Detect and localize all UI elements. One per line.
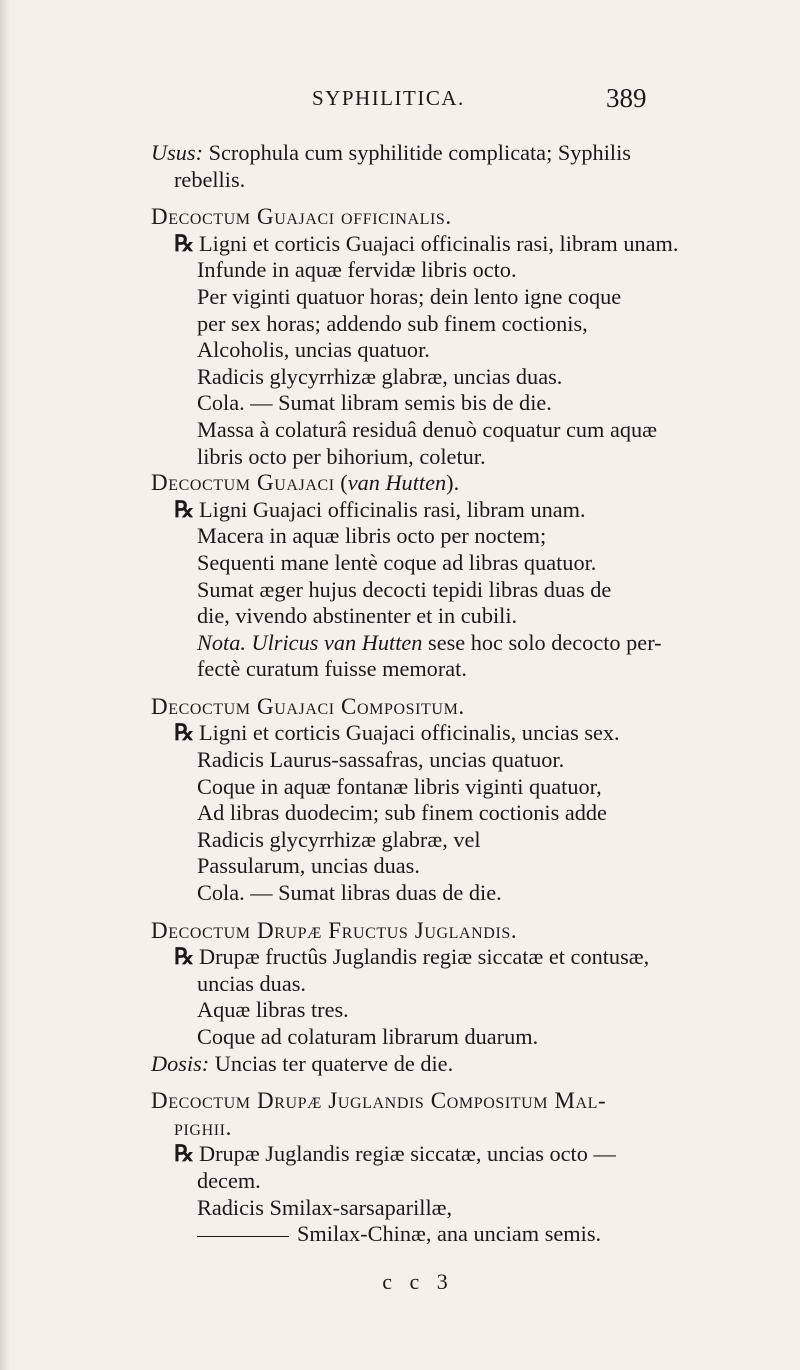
text-line (151, 1051, 771, 1078)
text-run: libris octo per bihorium, coletur. (197, 443, 486, 469)
body-text (151, 140, 771, 1248)
text-run: Ligni et corticis Guajaci officinalis, uncias sex. (199, 720, 620, 746)
text-run: Coque ad colaturam librarum duarum. (197, 1024, 539, 1049)
text-run: Alcoholis, uncias quatuor. (197, 337, 430, 363)
text-run: Radicis Laurus-sassafras, uncias quatuor. (197, 747, 565, 773)
text-run: Ligni et corticis Guajaci officinalis rasi, libram unam. (199, 230, 679, 256)
section-heading: Decoctum Guajaci Compositum. (151, 693, 465, 719)
paragraph-gap (151, 193, 771, 204)
text-line (151, 497, 771, 524)
paragraph-gap (151, 907, 771, 918)
text-line (151, 1168, 771, 1195)
text-line (151, 364, 771, 391)
text-line (151, 1024, 771, 1051)
text-run: ( (334, 470, 348, 496)
text-line (151, 603, 771, 630)
section-heading: Decoctum Drupæ Juglandis Compositum Mal- (151, 1088, 607, 1114)
text-line (151, 720, 771, 747)
text-run: Radicis glycyrrhizæ glabræ, uncias duas. (197, 363, 563, 389)
text-run: Ligni Guajaci officinalis rasi, libram unam. (199, 496, 586, 522)
text-line (151, 470, 771, 497)
text-run: Aquæ libras tres. (197, 997, 349, 1023)
text-run: Ad libras duodecim; sub finem coctionis adde (197, 800, 607, 826)
signature-mark: c c 3 (382, 1269, 454, 1294)
text-line (151, 257, 771, 284)
italic-text: van Hutten (347, 470, 447, 496)
text-line (151, 284, 771, 311)
text-run: Coque in aquæ fontanæ libris viginti quatuor, (197, 773, 602, 799)
text-run: rebellis. (174, 166, 246, 192)
recipe-symbol: ℞ (174, 496, 194, 522)
text-run: sese hoc solo decocto per- (422, 629, 662, 655)
text-run: Cola. — Sumat libram semis bis de die. (197, 390, 552, 416)
text-line (151, 971, 771, 998)
text-line (151, 167, 771, 194)
text-run: Radicis Smilax-sarsaparillæ, (197, 1194, 453, 1220)
recipe-symbol: ℞ (174, 944, 194, 970)
text-line (151, 630, 771, 657)
paragraph-gap (151, 683, 771, 694)
page-edge-shadow (0, 0, 10, 1370)
page-number: 389 (606, 83, 647, 113)
text-run: per sex horas; addendo sub finem coctionis, (197, 310, 588, 336)
recipe-symbol: ℞ (174, 720, 194, 746)
text-line (151, 311, 771, 338)
text-line (151, 1195, 771, 1222)
text-line (151, 444, 771, 471)
text-line (151, 800, 771, 827)
text-run: Radicis glycyrrhizæ glabræ, vel (197, 826, 481, 852)
text-run: ). (446, 470, 460, 496)
recipe-symbol: ℞ (174, 230, 194, 256)
text-run: Uncias ter quaterve de die. (209, 1050, 454, 1076)
text-line (151, 337, 771, 364)
text-run: Drupæ fructûs Juglandis regiæ siccatæ et contusæ, (199, 944, 650, 970)
italic-text: Nota. Ulricus van Hutten (197, 629, 423, 655)
text-line (151, 231, 771, 258)
paragraph-gap (151, 1077, 771, 1088)
text-line (151, 417, 771, 444)
text-run: fectè curatum fuisse memorat. (197, 656, 467, 682)
text-run: Drupæ Juglandis regiæ siccatæ, uncias octo — (199, 1141, 616, 1167)
text-line (151, 997, 771, 1024)
text-line (151, 1115, 771, 1142)
text-run: Scrophula cum syphilitide complicata; Syphilis (203, 140, 631, 165)
text-run: Sumat æger hujus decocti tepidi libras duas de (197, 576, 612, 602)
page-header (0, 83, 800, 116)
text-line (151, 827, 771, 854)
text-run: Smilax-Chinæ, ana unciam semis. (297, 1221, 602, 1247)
text-line (151, 390, 771, 417)
text-line (151, 1221, 771, 1248)
text-line (151, 140, 771, 167)
section-heading: Decoctum Guajaci officinalis. (151, 204, 452, 230)
text-line (151, 747, 771, 774)
running-head: SYPHILITICA. (312, 86, 465, 110)
text-line (151, 523, 771, 550)
text-line (151, 944, 771, 971)
text-run: Infunde in aquæ fervidæ libris octo. (197, 257, 517, 283)
text-line (151, 694, 771, 721)
italic-text: Usus: (151, 140, 204, 165)
section-heading: pighii. (174, 1114, 232, 1140)
text-run: Passularum, uncias duas. (197, 853, 420, 879)
text-run: decem. (197, 1167, 261, 1193)
text-line (151, 1141, 771, 1168)
text-run: die, vivendo abstinenter et in cubili. (197, 603, 518, 629)
section-heading: Decoctum Drupæ Fructus Juglandis. (151, 917, 518, 943)
text-line (151, 577, 771, 604)
text-line (151, 918, 771, 945)
text-line (151, 880, 771, 907)
text-run: Massa à colaturâ residuâ denuò coquatur cum aquæ (197, 416, 658, 442)
text-line (151, 204, 771, 231)
text-line (151, 656, 771, 683)
text-run: Per viginti quatuor horas; dein lento igne coque (197, 283, 622, 309)
recipe-symbol: ℞ (174, 1141, 194, 1167)
text-run: uncias duas. (197, 970, 306, 996)
section-heading: Decoctum Guajaci (151, 470, 335, 496)
text-line (151, 853, 771, 880)
text-line (151, 774, 771, 801)
text-line (151, 1088, 771, 1115)
text-run: Sequenti mane lentè coque ad libras quatuor. (197, 549, 597, 575)
ditto-rule (197, 1236, 289, 1237)
text-line (151, 550, 771, 577)
italic-text: Dosis: (151, 1050, 210, 1076)
text-run: Cola. — Sumat libras duas de die. (197, 880, 502, 906)
text-run: Macera in aquæ libris octo per noctem; (197, 523, 547, 549)
